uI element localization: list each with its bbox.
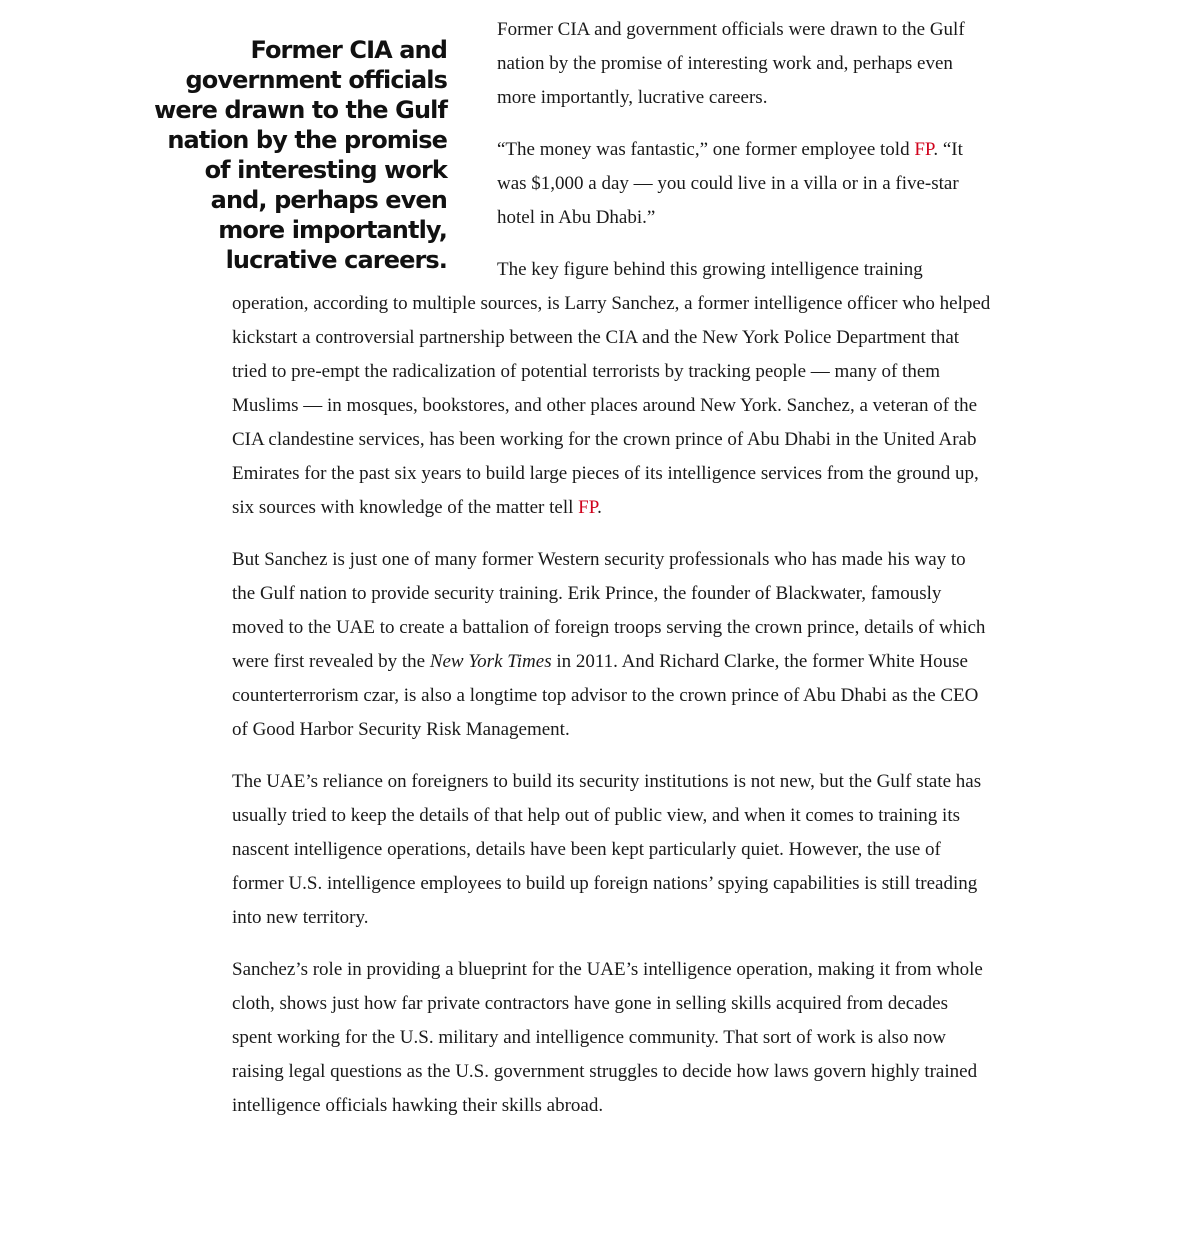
paragraph-5: The UAE’s reliance on foreigners to build its security institutions is not new, but the Gulf state has usually tried to keep the details of that help out of public view, and when it comes to training its nascent intelligence operations, details have been kept particularly quiet. However, the use of former U.S. intelligence employees to build up foreign nations’ spying capabilities is still treading into new territory. bbox=[232, 771, 982, 928]
fp-link[interactable]: FP bbox=[578, 497, 598, 518]
paragraph-3 bbox=[232, 253, 992, 525]
nyt-publication-name: New York Times bbox=[429, 651, 552, 672]
paragraph-4-text-b: in 2011. And Richard Clarke, the former White House counterterrorism czar, is also a longtime top advisor to the crown prince of Abu Dhabi as the CEO of Good Harbor Security Risk Management. bbox=[232, 651, 979, 740]
paragraph-4 bbox=[232, 543, 992, 747]
pull-quote: Former CIA and government officials were drawn to the Gulf nation by the promise of interesting work and, perhaps even more importantly, lucrative careers. bbox=[154, 36, 447, 274]
paragraph-2-text-a: “The money was fantastic,” one former employee told bbox=[497, 139, 915, 160]
paragraph-1: Former CIA and government officials were drawn to the Gulf nation by the promise of interesting work and, perhaps even more importantly, lucrative careers. bbox=[497, 19, 965, 108]
paragraph-3-text-a: The key figure behind this growing intelligence training operation, according to multiple sources, is Larry Sanchez, a former intelligence officer who helped kickstart a controversial partnership between the CIA and the New York Police Department that tried to pre-empt the radicalization of potential terrorists by tracking people — many of them Muslims — in mosques, bookstores, and other places around New York. Sanchez, a veteran of the CIA clandestine services, has been working for the crown prince of Abu Dhabi in the United Arab Emirates for the past six years to build large pieces of its intelligence services from the ground up, six sources with knowledge of the matter tell bbox=[232, 259, 991, 518]
article-body bbox=[154, 13, 992, 1141]
paragraph-3-text-b: . bbox=[597, 497, 602, 518]
fp-link[interactable]: FP bbox=[914, 139, 934, 160]
paragraph-6: Sanchez’s role in providing a blueprint for the UAE’s intelligence operation, making it from whole cloth, shows just how far private contractors have gone in selling skills acquired from decades spent working for the U.S. military and intelligence community. That sort of work is also now raising legal questions as the U.S. government struggles to decide how laws govern highly trained intelligence officials hawking their skills abroad. bbox=[232, 959, 983, 1116]
paragraph-2-text-b: . “It was $1,000 a day — you could live in a villa or in a five-star hotel in Abu Dhabi.” bbox=[497, 139, 963, 228]
paragraph-4-text-a: But Sanchez is just one of many former Western security professionals who has made his way to the Gulf nation to provide security training. Erik Prince, the founder of Blackwater, famously moved to the UAE to create a battalion of foreign troops serving the crown prince, details of which were first revealed by the bbox=[232, 549, 986, 672]
